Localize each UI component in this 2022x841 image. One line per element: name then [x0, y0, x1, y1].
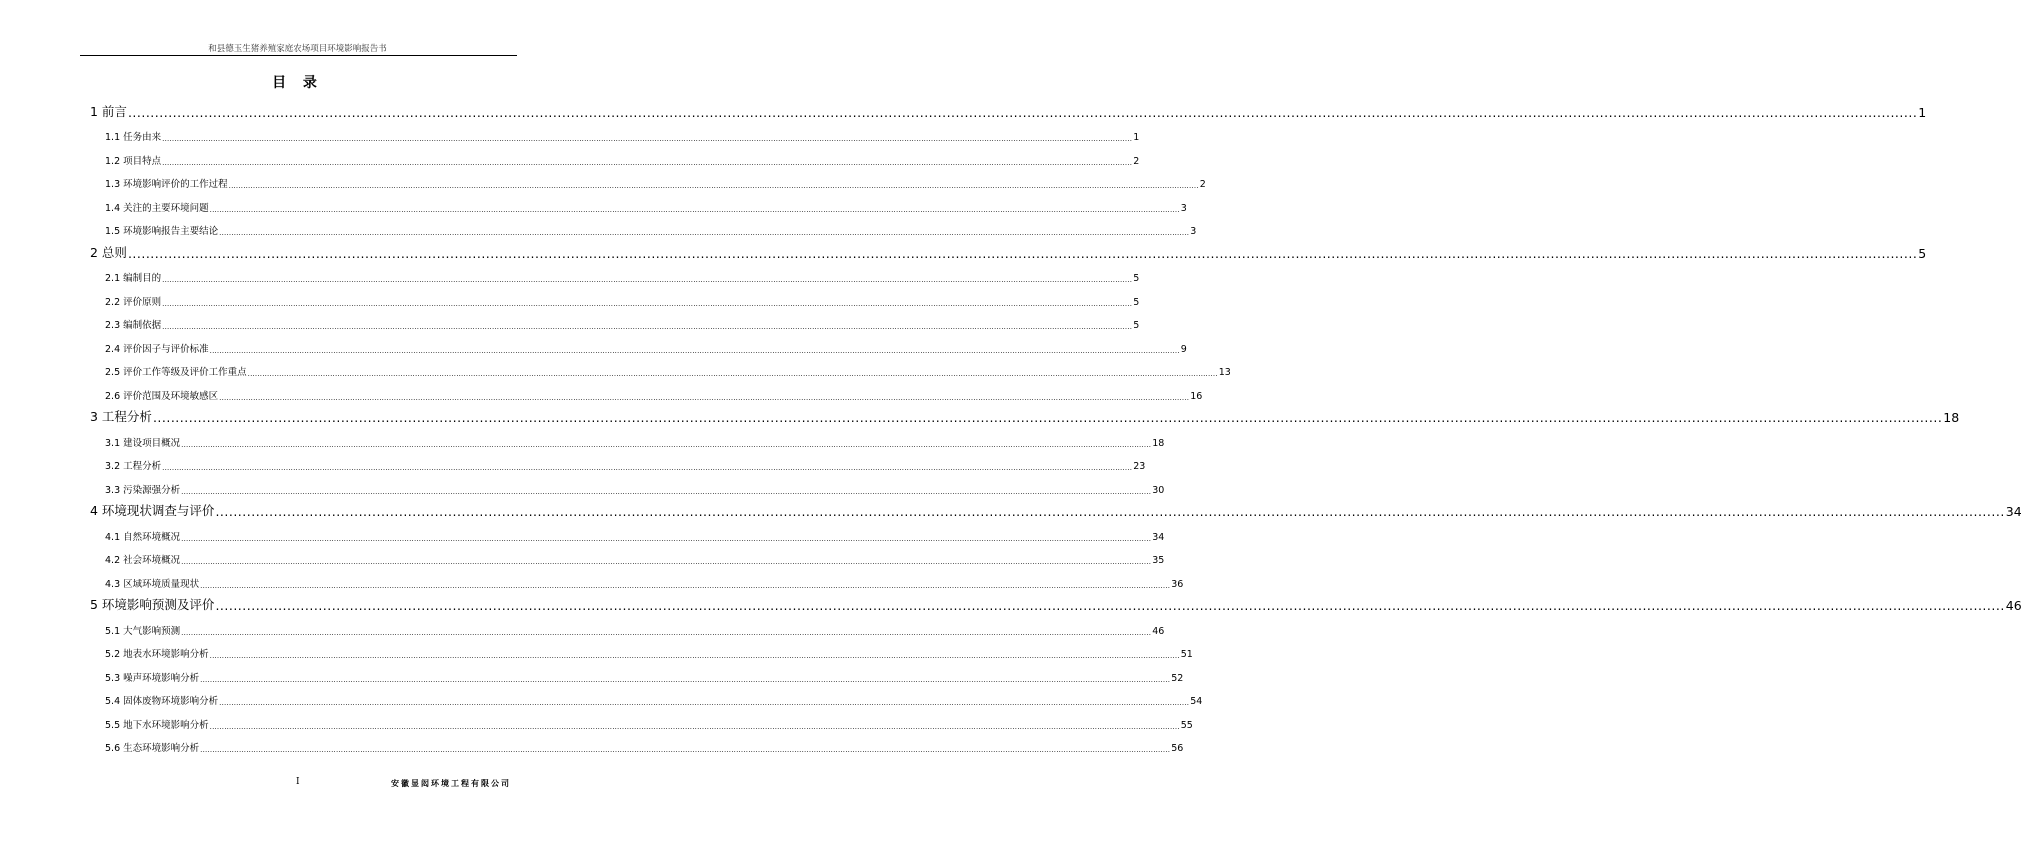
toc-section-entry[interactable] [90, 613, 1165, 637]
toc-dot-leader: ................................................................................................................................................................................................................................................................................................................................................................................................................ [215, 598, 2005, 613]
toc-dot-leader: ................................................................................................................................................................................................................................................................................................................................................................................................................ [209, 652, 1180, 660]
toc-entry-page: 51 [1180, 649, 1193, 660]
toc-entry-label: 2 总则 [90, 244, 127, 260]
toc-chapter-entry[interactable] [90, 96, 1927, 120]
toc-title: 目 录 [272, 75, 323, 91]
toc-dot-leader: ................................................................................................................................................................................................................................................................................................................................................................................................................ [181, 628, 1152, 637]
toc-entry-label: 2.1 编制目的 [105, 273, 162, 284]
toc-entry-page: 30 [1152, 484, 1165, 496]
toc-dot-leader: ................................................................................................................................................................................................................................................................................................................................................................................................................ [162, 464, 1133, 472]
toc-entry-page: 18 [1152, 437, 1165, 449]
toc-dot-leader: ................................................................................................................................................................................................................................................................................................................................................................................................................ [162, 276, 1133, 284]
toc-section-entry[interactable] [90, 731, 1184, 755]
toc-chapter-entry[interactable] [90, 590, 2022, 614]
toc-dot-leader: ................................................................................................................................................................................................................................................................................................................................................................................................................ [127, 104, 1918, 120]
toc-dot-leader: ................................................................................................................................................................................................................................................................................................................................................................................................................ [162, 135, 1133, 143]
toc-entry-label: 4.3 区域环境质量现状 [105, 578, 200, 590]
toc-dot-leader: ................................................................................................................................................................................................................................................................................................................................................................................................................ [228, 182, 1199, 190]
toc-dot-leader: ................................................................................................................................................................................................................................................................................................................................................................................................................ [219, 699, 1190, 707]
toc-entry-label: 1.5 环境影响报告主要结论 [105, 226, 219, 237]
footer-company: 安徽显闳环境工程有限公司 [391, 778, 511, 788]
toc-section-entry[interactable] [90, 143, 1140, 167]
toc-entry-label: 5.1 大气影响预测 [105, 625, 181, 637]
toc-dot-leader: ................................................................................................................................................................................................................................................................................................................................................................................................................ [209, 205, 1180, 214]
toc-entry-page: 5 [1133, 296, 1140, 308]
toc-entry-label: 2.2 评价原则 [105, 296, 162, 308]
toc-entry-page: 34 [1152, 531, 1165, 543]
toc-dot-leader: ................................................................................................................................................................................................................................................................................................................................................................................................................ [219, 393, 1190, 402]
toc-entry-page: 35 [1152, 555, 1165, 566]
header-rule [80, 55, 517, 56]
toc-section-entry[interactable] [90, 120, 1140, 144]
toc-entry-page: 3 [1190, 226, 1197, 237]
toc-entry-label: 1.4 关注的主要环境问题 [105, 202, 209, 214]
toc-section-entry[interactable] [90, 543, 1165, 567]
toc-entry-page: 54 [1190, 696, 1203, 707]
toc-entry-label: 2.3 编制依据 [105, 320, 162, 331]
toc-dot-leader: ................................................................................................................................................................................................................................................................................................................................................................................................................ [162, 158, 1133, 167]
toc-dot-leader: ................................................................................................................................................................................................................................................................................................................................................................................................................ [209, 722, 1180, 731]
toc-entry-page: 16 [1190, 390, 1203, 402]
toc-section-entry[interactable] [90, 331, 1187, 355]
toc-section-entry[interactable] [90, 261, 1140, 285]
toc-dot-leader: ................................................................................................................................................................................................................................................................................................................................................................................................................ [247, 370, 1218, 378]
toc-entry-label: 5.4 固体废物环境影响分析 [105, 696, 219, 707]
toc-entry-label: 4.2 社会环境概况 [105, 555, 181, 566]
toc-entry-label: 2.5 评价工作等级及评价工作重点 [105, 367, 247, 378]
toc-entry-page: 34 [2005, 504, 2022, 519]
toc-dot-leader: ................................................................................................................................................................................................................................................................................................................................................................................................................ [200, 675, 1171, 684]
toc-entry-page: 2 [1199, 179, 1206, 190]
toc-section-entry[interactable] [90, 425, 1165, 449]
footer-page-number: I [296, 777, 300, 787]
toc-section-entry[interactable] [90, 660, 1184, 684]
toc-section-entry[interactable] [90, 378, 1203, 402]
toc-entry-page: 13 [1218, 367, 1231, 378]
toc-entry-page: 5 [1133, 273, 1140, 284]
toc-entry-label: 1.3 环境影响评价的工作过程 [105, 179, 228, 190]
table-of-contents [90, 96, 2022, 754]
toc-entry-label: 4 环境现状调查与评价 [90, 503, 215, 518]
toc-section-entry[interactable] [90, 308, 1140, 332]
toc-entry-page: 23 [1133, 461, 1146, 472]
toc-section-entry[interactable] [90, 284, 1140, 308]
toc-entry-label: 5.6 生态环境影响分析 [105, 743, 200, 754]
toc-section-entry[interactable] [90, 449, 1146, 473]
toc-entry-label: 3.3 污染源强分析 [105, 484, 181, 496]
toc-section-entry[interactable] [90, 472, 1165, 496]
toc-entry-page: 5 [1918, 245, 1927, 261]
toc-dot-leader: ................................................................................................................................................................................................................................................................................................................................................................................................................ [152, 410, 1943, 425]
toc-entry-label: 1.2 项目特点 [105, 155, 162, 167]
toc-entry-page: 1 [1133, 132, 1140, 143]
toc-section-entry[interactable] [90, 637, 1193, 661]
toc-section-entry[interactable] [90, 355, 1231, 379]
toc-section-entry[interactable] [90, 566, 1184, 590]
toc-entry-page: 2 [1133, 155, 1140, 167]
toc-entry-label: 5 环境影响预测及评价 [90, 597, 215, 612]
toc-section-entry[interactable] [90, 167, 1206, 191]
toc-dot-leader: ................................................................................................................................................................................................................................................................................................................................................................................................................ [181, 440, 1152, 449]
toc-dot-leader: ................................................................................................................................................................................................................................................................................................................................................................................................................ [200, 746, 1171, 754]
toc-dot-leader: ................................................................................................................................................................................................................................................................................................................................................................................................................ [219, 229, 1190, 237]
toc-entry-label: 2.4 评价因子与评价标准 [105, 343, 209, 355]
toc-entry-page: 55 [1180, 719, 1193, 731]
toc-entry-label: 1.1 任务由来 [105, 132, 162, 143]
toc-chapter-entry[interactable] [90, 496, 2022, 520]
toc-section-entry[interactable] [90, 519, 1165, 543]
toc-dot-leader: ................................................................................................................................................................................................................................................................................................................................................................................................................ [181, 487, 1152, 496]
toc-dot-leader: ................................................................................................................................................................................................................................................................................................................................................................................................................ [162, 299, 1133, 308]
toc-dot-leader: ................................................................................................................................................................................................................................................................................................................................................................................................................ [127, 245, 1918, 261]
toc-entry-page: 46 [2005, 598, 2022, 613]
toc-entry-page: 18 [1943, 410, 1960, 425]
toc-entry-page: 46 [1152, 625, 1165, 637]
toc-entry-page: 36 [1171, 578, 1184, 590]
toc-dot-leader: ................................................................................................................................................................................................................................................................................................................................................................................................................ [200, 581, 1171, 590]
toc-entry-label: 3.1 建设项目概况 [105, 437, 181, 449]
toc-entry-label: 2.6 评价范围及环境敏感区 [105, 390, 219, 402]
toc-entry-page: 9 [1180, 343, 1187, 355]
toc-entry-label: 5.5 地下水环境影响分析 [105, 719, 209, 731]
toc-section-entry[interactable] [90, 214, 1197, 238]
toc-dot-leader: ................................................................................................................................................................................................................................................................................................................................................................................................................ [181, 534, 1152, 543]
toc-entry-page: 56 [1171, 743, 1184, 754]
toc-entry-page: 5 [1133, 320, 1140, 331]
toc-entry-label: 5.2 地表水环境影响分析 [105, 649, 209, 660]
toc-entry-page: 1 [1918, 104, 1927, 120]
toc-dot-leader: ................................................................................................................................................................................................................................................................................................................................................................................................................ [162, 323, 1133, 331]
toc-dot-leader: ................................................................................................................................................................................................................................................................................................................................................................................................................ [209, 346, 1180, 355]
toc-section-entry[interactable] [90, 190, 1187, 214]
toc-entry-label: 4.1 自然环境概况 [105, 531, 181, 543]
toc-section-entry[interactable] [90, 684, 1203, 708]
toc-entry-label: 3 工程分析 [90, 409, 152, 424]
toc-entry-label: 1 前言 [90, 103, 127, 119]
toc-section-entry[interactable] [90, 707, 1193, 731]
toc-dot-leader: ................................................................................................................................................................................................................................................................................................................................................................................................................ [181, 558, 1152, 566]
toc-entry-page: 3 [1180, 202, 1187, 214]
toc-chapter-entry[interactable] [90, 237, 1927, 261]
toc-chapter-entry[interactable] [90, 402, 1960, 426]
toc-entry-page: 52 [1171, 672, 1184, 684]
toc-dot-leader: ................................................................................................................................................................................................................................................................................................................................................................................................................ [215, 504, 2005, 519]
running-header: 和县德玉生猪养殖家庭农场项目环境影响报告书 [208, 44, 387, 54]
toc-entry-label: 3.2 工程分析 [105, 461, 162, 472]
toc-entry-label: 5.3 噪声环境影响分析 [105, 672, 200, 684]
